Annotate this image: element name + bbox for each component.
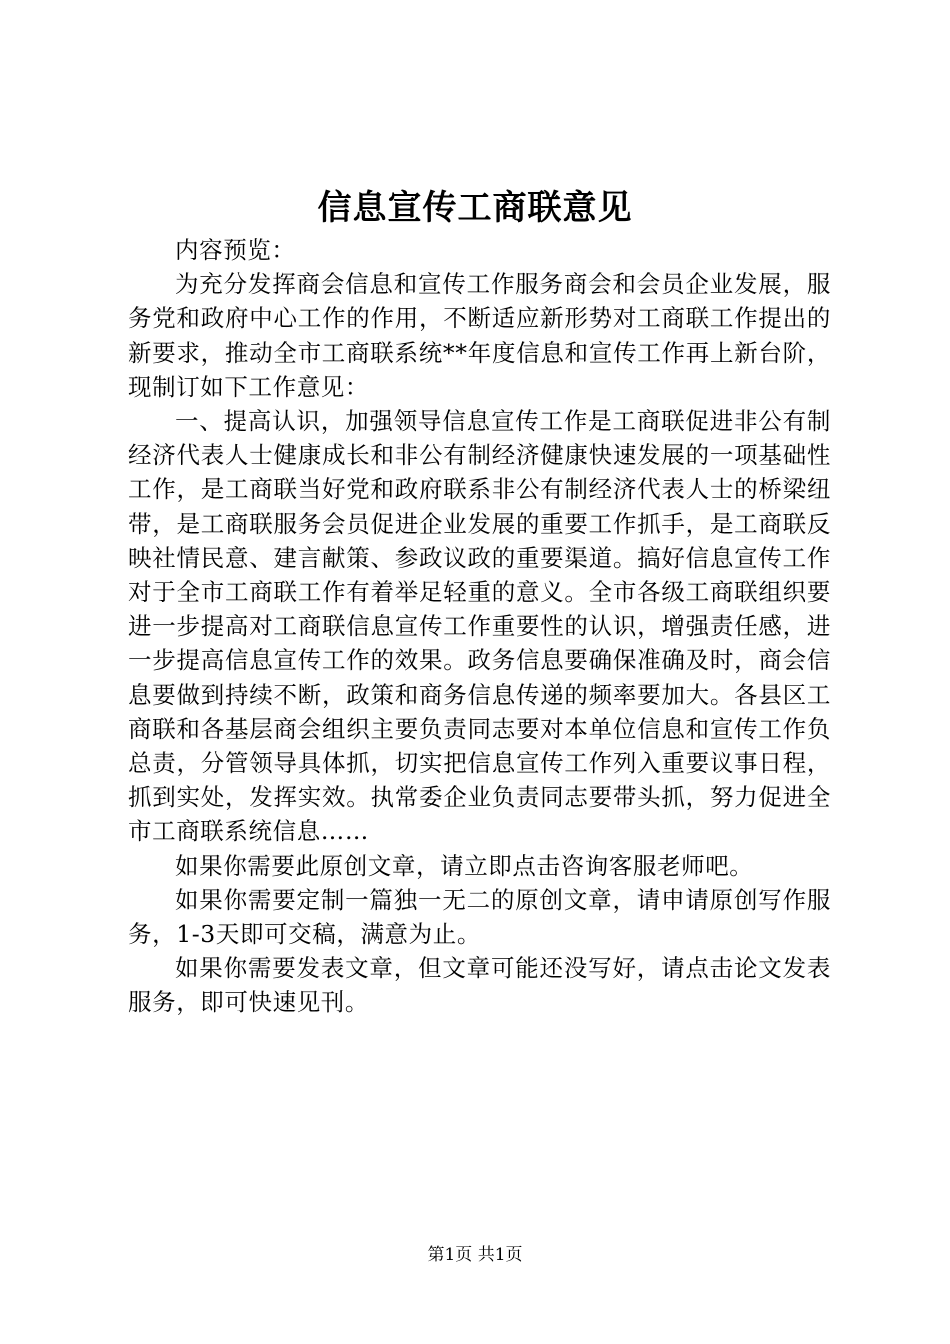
section-one-paragraph: 一、提高认识，加强领导信息宣传工作是工商联促进非公有制经济代表人士健康成长和非公有制经济健康快速发展的一项基础性工作，是工商联当好党和政府联系非公有制经济代表人士的桥梁纽带，是工商联服务会员促进企业发展的重要工作抓手，是工商联反映社情民意、建言献策、参政议政的重要渠道。搞好信息宣传工作对于全市工商联工作有着举足轻重的意义。全市各级工商联组织要进一步提高对工商联信息宣传工作重要性的认识，增强责任感，进一步提高信息宣传工作的效果。政务信息要确保准确及时，商会信息要做到持续不断，政策和商务信息传递的频率要加大。各县区工商联和各基层商会组织主要负责同志要对本单位信息和宣传工作负总责，分管领导具体抓，切实把信息宣传工作列入重要议事日程，抓到实处，发挥实效。执常委企业负责同志要带头抓，努力促进全市工商联系统信息…… bbox=[128, 407, 831, 846]
document-title: 信息宣传工商联意见 bbox=[317, 188, 633, 228]
intro-paragraph: 为充分发挥商会信息和宣传工作服务商会和会员企业发展，服务党和政府中心工作的作用，不断适应新形势对工商联工作提出的新要求，推动全市工商联系统**年度信息和宣传工作再上新台阶，现制订如下工作意见： bbox=[128, 270, 831, 401]
consult-link-paragraph[interactable]: 如果你需要此原创文章，请立即点击咨询客服老师吧。 bbox=[175, 851, 754, 880]
document-body bbox=[128, 233, 831, 1020]
preview-label: 内容预览： bbox=[175, 236, 296, 264]
publication-service-paragraph[interactable]: 如果你需要发表文章，但文章可能还没写好，请点击论文发表服务，即可快速见刊。 bbox=[128, 954, 831, 1017]
page-number-footer: 第1页 共1页 bbox=[427, 1245, 523, 1265]
custom-writing-paragraph[interactable]: 如果你需要定制一篇独一无二的原创文章，请申请原创写作服务，1-3天即可交稿，满意为止。 bbox=[128, 885, 831, 949]
